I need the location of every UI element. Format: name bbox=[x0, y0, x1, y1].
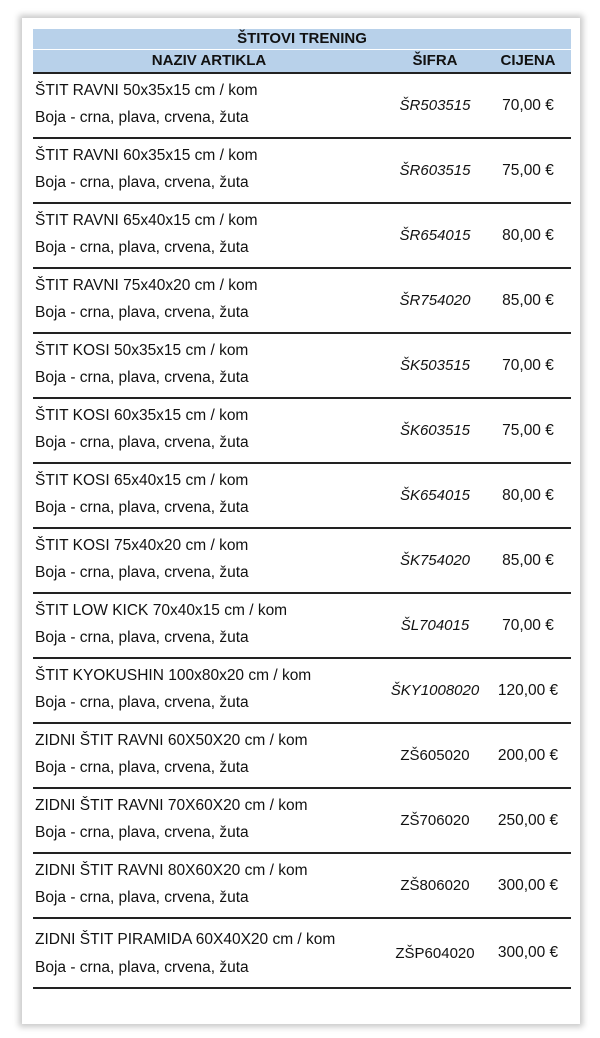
table-row bbox=[33, 139, 571, 204]
item-colors: Boja - crna, plava, crvena, žuta bbox=[35, 824, 249, 841]
item-name: ŠTIT KOSI 75x40x20 cm / kom bbox=[35, 537, 249, 554]
table-row bbox=[33, 269, 571, 334]
item-colors: Boja - crna, plava, crvena, žuta bbox=[35, 499, 249, 516]
item-price: 250,00 € bbox=[497, 811, 559, 829]
item-name: ZIDNI ŠTIT PIRAMIDA 60X40X20 cm / kom bbox=[35, 931, 336, 948]
item-name: ŠTIT KYOKUSHIN 100x80x20 cm / kom bbox=[35, 667, 312, 684]
table-header bbox=[33, 50, 571, 74]
table-row bbox=[33, 529, 571, 594]
item-code: ŠKY1008020 bbox=[390, 682, 480, 699]
table-row bbox=[33, 789, 571, 854]
header-price: CIJENA bbox=[500, 52, 556, 69]
item-price: 300,00 € bbox=[497, 944, 559, 961]
item-code: ZŠ706020 bbox=[400, 812, 470, 829]
item-code: ZŠ806020 bbox=[400, 877, 470, 894]
item-name: ŠTIT KOSI 60x35x15 cm / kom bbox=[35, 407, 249, 424]
item-code: ŠR503515 bbox=[399, 97, 471, 114]
item-price: 70,00 € bbox=[502, 356, 554, 374]
item-code: ZŠP604020 bbox=[395, 944, 475, 962]
item-name: ZIDNI ŠTIT RAVNI 80X60X20 cm / kom bbox=[35, 862, 308, 879]
item-name: ŠTIT KOSI 50x35x15 cm / kom bbox=[35, 342, 249, 359]
item-price: 75,00 € bbox=[502, 161, 554, 179]
item-colors: Boja - crna, plava, crvena, žuta bbox=[35, 174, 249, 191]
table-row bbox=[33, 659, 571, 724]
item-name: ŠTIT RAVNI 50x35x15 cm / kom bbox=[35, 82, 258, 99]
item-price: 120,00 € bbox=[497, 681, 559, 699]
table-row bbox=[33, 919, 571, 989]
table-row bbox=[33, 334, 571, 399]
item-code: ŠK654015 bbox=[399, 487, 471, 504]
item-name: ŠTIT LOW KICK 70x40x15 cm / kom bbox=[35, 602, 288, 619]
item-price: 80,00 € bbox=[502, 486, 554, 504]
item-price: 70,00 € bbox=[502, 96, 554, 114]
item-code: ŠK754020 bbox=[399, 552, 471, 569]
item-colors: Boja - crna, plava, crvena, žuta bbox=[35, 239, 249, 256]
item-colors: Boja - crna, plava, crvena, žuta bbox=[35, 369, 249, 386]
header-name: NAZIV ARTIKLA bbox=[151, 52, 267, 69]
table-row bbox=[33, 854, 571, 919]
item-name: ŠTIT KOSI 65x40x15 cm / kom bbox=[35, 472, 249, 489]
item-colors: Boja - crna, plava, crvena, žuta bbox=[35, 889, 249, 906]
item-price: 85,00 € bbox=[502, 291, 554, 309]
item-code: ŠL704015 bbox=[400, 617, 470, 634]
item-code: ŠR754020 bbox=[399, 292, 471, 309]
item-name: ŠTIT RAVNI 65x40x15 cm / kom bbox=[35, 212, 258, 229]
item-price: 80,00 € bbox=[502, 226, 554, 244]
item-code: ŠK603515 bbox=[399, 422, 471, 439]
table-row bbox=[33, 594, 571, 659]
item-price: 200,00 € bbox=[497, 746, 559, 764]
item-price: 300,00 € bbox=[497, 876, 559, 894]
table-row bbox=[33, 464, 571, 529]
item-colors: Boja - crna, plava, crvena, žuta bbox=[35, 434, 249, 451]
item-code: ŠK503515 bbox=[399, 357, 471, 374]
table-row bbox=[33, 399, 571, 464]
table-row bbox=[33, 724, 571, 789]
item-price: 75,00 € bbox=[502, 421, 554, 439]
item-colors: Boja - crna, plava, crvena, žuta bbox=[35, 759, 249, 776]
table-row bbox=[33, 74, 571, 139]
table-row bbox=[33, 204, 571, 269]
item-code: ŠR603515 bbox=[399, 162, 471, 179]
item-colors: Boja - crna, plava, crvena, žuta bbox=[35, 694, 249, 711]
item-colors: Boja - crna, plava, crvena, žuta bbox=[35, 564, 249, 581]
header-code: ŠIFRA bbox=[412, 52, 458, 69]
item-colors: Boja - crna, plava, crvena, žuta bbox=[35, 959, 249, 976]
item-colors: Boja - crna, plava, crvena, žuta bbox=[35, 109, 249, 126]
table-body bbox=[33, 74, 571, 989]
item-price: 70,00 € bbox=[502, 616, 554, 634]
item-name: ZIDNI ŠTIT RAVNI 60X50X20 cm / kom bbox=[35, 732, 308, 749]
item-colors: Boja - crna, plava, crvena, žuta bbox=[35, 304, 249, 321]
item-code: ŠR654015 bbox=[399, 227, 471, 244]
table-title: ŠTITOVI TRENING bbox=[33, 29, 571, 49]
item-name: ŠTIT RAVNI 60x35x15 cm / kom bbox=[35, 147, 258, 164]
item-price: 85,00 € bbox=[502, 551, 554, 569]
item-name: ŠTIT RAVNI 75x40x20 cm / kom bbox=[35, 277, 258, 294]
item-code: ZŠ605020 bbox=[400, 747, 470, 764]
item-name: ZIDNI ŠTIT RAVNI 70X60X20 cm / kom bbox=[35, 797, 308, 814]
item-colors: Boja - crna, plava, crvena, žuta bbox=[35, 629, 249, 646]
